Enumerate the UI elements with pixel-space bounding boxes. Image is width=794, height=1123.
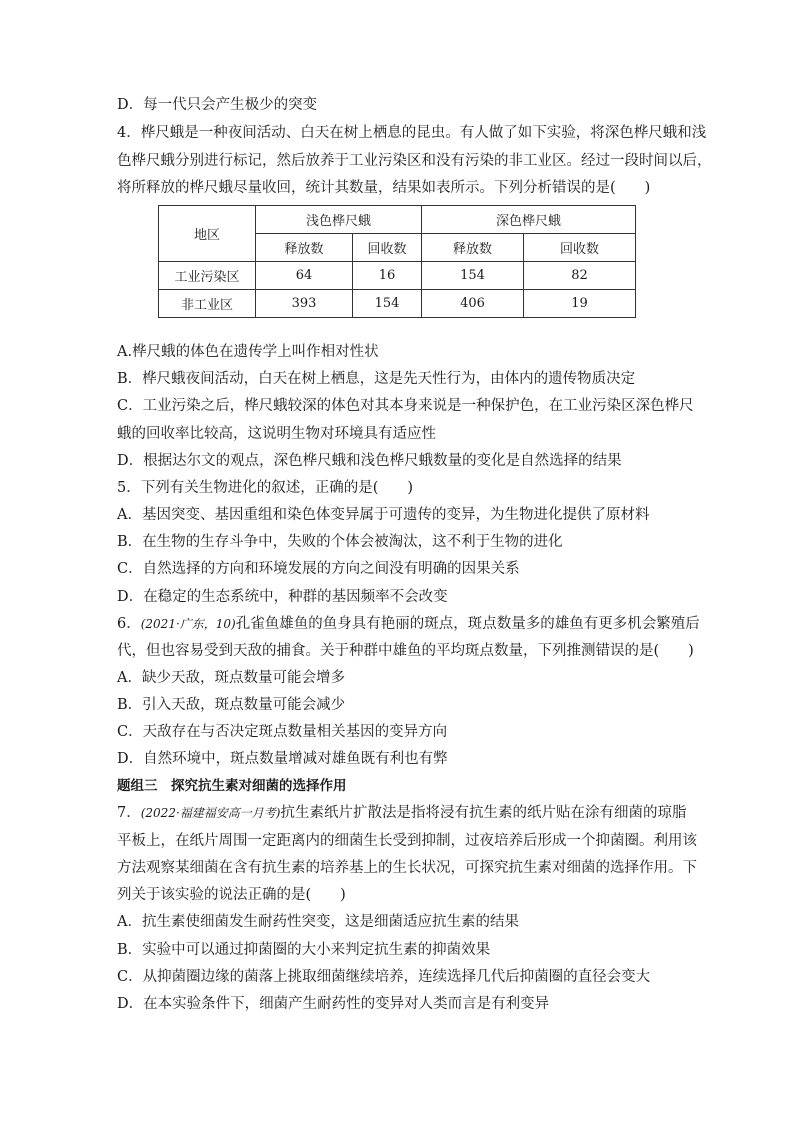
table-cell: 64 bbox=[256, 262, 353, 290]
question-5-option-a: A．基因突变、基因重组和染色体变异属于可遗传的变异，为生物进化提供了原材料 bbox=[117, 507, 650, 523]
question-5-option-d: D．在稳定的生态系统中，种群的基因频率不会改变 bbox=[117, 589, 448, 605]
question-6-option-a: A．缺少天敌，斑点数量可能会增多 bbox=[117, 670, 345, 686]
question-6-number: 6． bbox=[117, 616, 141, 632]
question-4-option-b: B．桦尺蛾夜间活动，白天在树上栖息，这是先天性行为，由体内的遗传物质决定 bbox=[117, 371, 636, 387]
moth-data-table bbox=[158, 205, 636, 318]
question-6-option-b: B．引入天敌，斑点数量可能会减少 bbox=[117, 697, 346, 713]
question-6-line-1 bbox=[117, 614, 700, 634]
question-7-line-2: 平板上，在纸片周围一定距离内的细菌生长受到抑制，过夜培养后形成一个抑菌圈。利用该 bbox=[117, 833, 697, 849]
light-recovered-header: 回收数 bbox=[353, 234, 422, 262]
question-7-source: (2022·福建福安高一月考) bbox=[140, 806, 281, 820]
table-row bbox=[159, 262, 636, 290]
question-7-text: 抗生素纸片扩散法是指将浸有抗生素的纸片贴在涂有细菌的琼脂 bbox=[280, 805, 687, 821]
table-cell: 154 bbox=[353, 290, 422, 318]
question-7-option-a: A．抗生素使细菌发生耐药性突变，这是细菌适应抗生素的结果 bbox=[117, 914, 519, 930]
question-7-line-3: 方法观察某细菌在含有抗生素的培养基上的生长状况，可探究抗生素对细菌的选择作用。下 bbox=[117, 860, 697, 876]
table-cell: 16 bbox=[353, 262, 422, 290]
question-7-line-4: 列关于该实验的说法正确的是( ) bbox=[117, 887, 346, 903]
option-d-prev: D．每一代只会产生极少的突变 bbox=[117, 97, 318, 113]
dark-moth-header: 深色桦尺蛾 bbox=[422, 206, 636, 234]
table-row bbox=[159, 206, 636, 234]
question-7-option-c: C．从抑菌圈边缘的菌落上挑取细菌继续培养，连续选择几代后抑菌圈的直径会变大 bbox=[117, 969, 651, 985]
dark-released-header: 释放数 bbox=[422, 234, 524, 262]
question-7-option-b: B．实验中可以通过抑菌圈的大小来判定抗生素的抑菌效果 bbox=[117, 942, 491, 958]
table-cell: 19 bbox=[524, 290, 636, 318]
section-heading: 题组三 探究抗生素对细菌的选择作用 bbox=[117, 778, 347, 794]
question-5-stem: 5．下列有关生物进化的叙述，正确的是( ) bbox=[117, 480, 414, 496]
question-4-line-3: 将所释放的桦尺蛾尽量收回，统计其数量，结果如表所示。下列分析错误的是( ) bbox=[117, 180, 651, 196]
question-4-option-d: D．根据达尔文的观点，深色桦尺蛾和浅色桦尺蛾数量的变化是自然选择的结果 bbox=[117, 453, 622, 469]
table-cell: 非工业区 bbox=[159, 290, 256, 318]
table-row bbox=[159, 290, 636, 318]
table-cell: 154 bbox=[422, 262, 524, 290]
question-7-option-d: D．在本实验条件下，细菌产生耐药性的变异对人类而言是有利变异 bbox=[117, 996, 550, 1012]
question-5-option-b: B．在生物的生存斗争中，失败的个体会被淘汰，这不利于生物的进化 bbox=[117, 534, 563, 550]
question-6-line-2: 代，但也容易受到天敌的捕食。关于种群中雄鱼的平均斑点数量，下列推测错误的是( ) bbox=[117, 643, 694, 659]
question-6-source: (2021·广东，10) bbox=[140, 617, 236, 631]
question-4-line-1: 4．桦尺蛾是一种夜间活动、白天在树上栖息的昆虫。有人做了如下实验，将深色桦尺蛾和浅 bbox=[117, 125, 707, 141]
question-4-line-2: 色桦尺蛾分别进行标记，然后放养于工业污染区和没有污染的非工业区。经过一段时间以后， bbox=[117, 153, 712, 169]
region-header: 地区 bbox=[159, 206, 256, 262]
dark-recovered-header: 回收数 bbox=[524, 234, 636, 262]
question-7-line-1 bbox=[117, 803, 686, 823]
table-cell: 406 bbox=[422, 290, 524, 318]
table-cell: 393 bbox=[256, 290, 353, 318]
light-released-header: 释放数 bbox=[256, 234, 353, 262]
question-4-option-a: A.桦尺蛾的体色在遗传学上叫作相对性状 bbox=[117, 344, 379, 360]
light-moth-header: 浅色桦尺蛾 bbox=[256, 206, 422, 234]
question-4-option-c-line-1: C．工业污染之后，桦尺蛾较深的体色对其本身来说是一种保护色，在工业污染区深色桦尺 bbox=[117, 398, 694, 414]
question-6-text: 孔雀鱼雄鱼的鱼身具有艳丽的斑点，斑点数量多的雄鱼有更多机会繁殖后 bbox=[235, 616, 700, 632]
question-6-option-c: C．天敌存在与否决定斑点数量相关基因的变异方向 bbox=[117, 724, 448, 740]
question-6-option-d: D．自然环境中，斑点数量增减对雄鱼既有利也有弊 bbox=[117, 751, 448, 767]
table-cell: 82 bbox=[524, 262, 636, 290]
question-7-number: 7． bbox=[117, 805, 141, 821]
question-5-option-c: C．自然选择的方向和环境发展的方向之间没有明确的因果关系 bbox=[117, 561, 520, 577]
question-4-option-c-line-2: 蛾的回收率比较高，这说明生物对环境具有适应性 bbox=[117, 426, 436, 442]
table-cell: 工业污染区 bbox=[159, 262, 256, 290]
